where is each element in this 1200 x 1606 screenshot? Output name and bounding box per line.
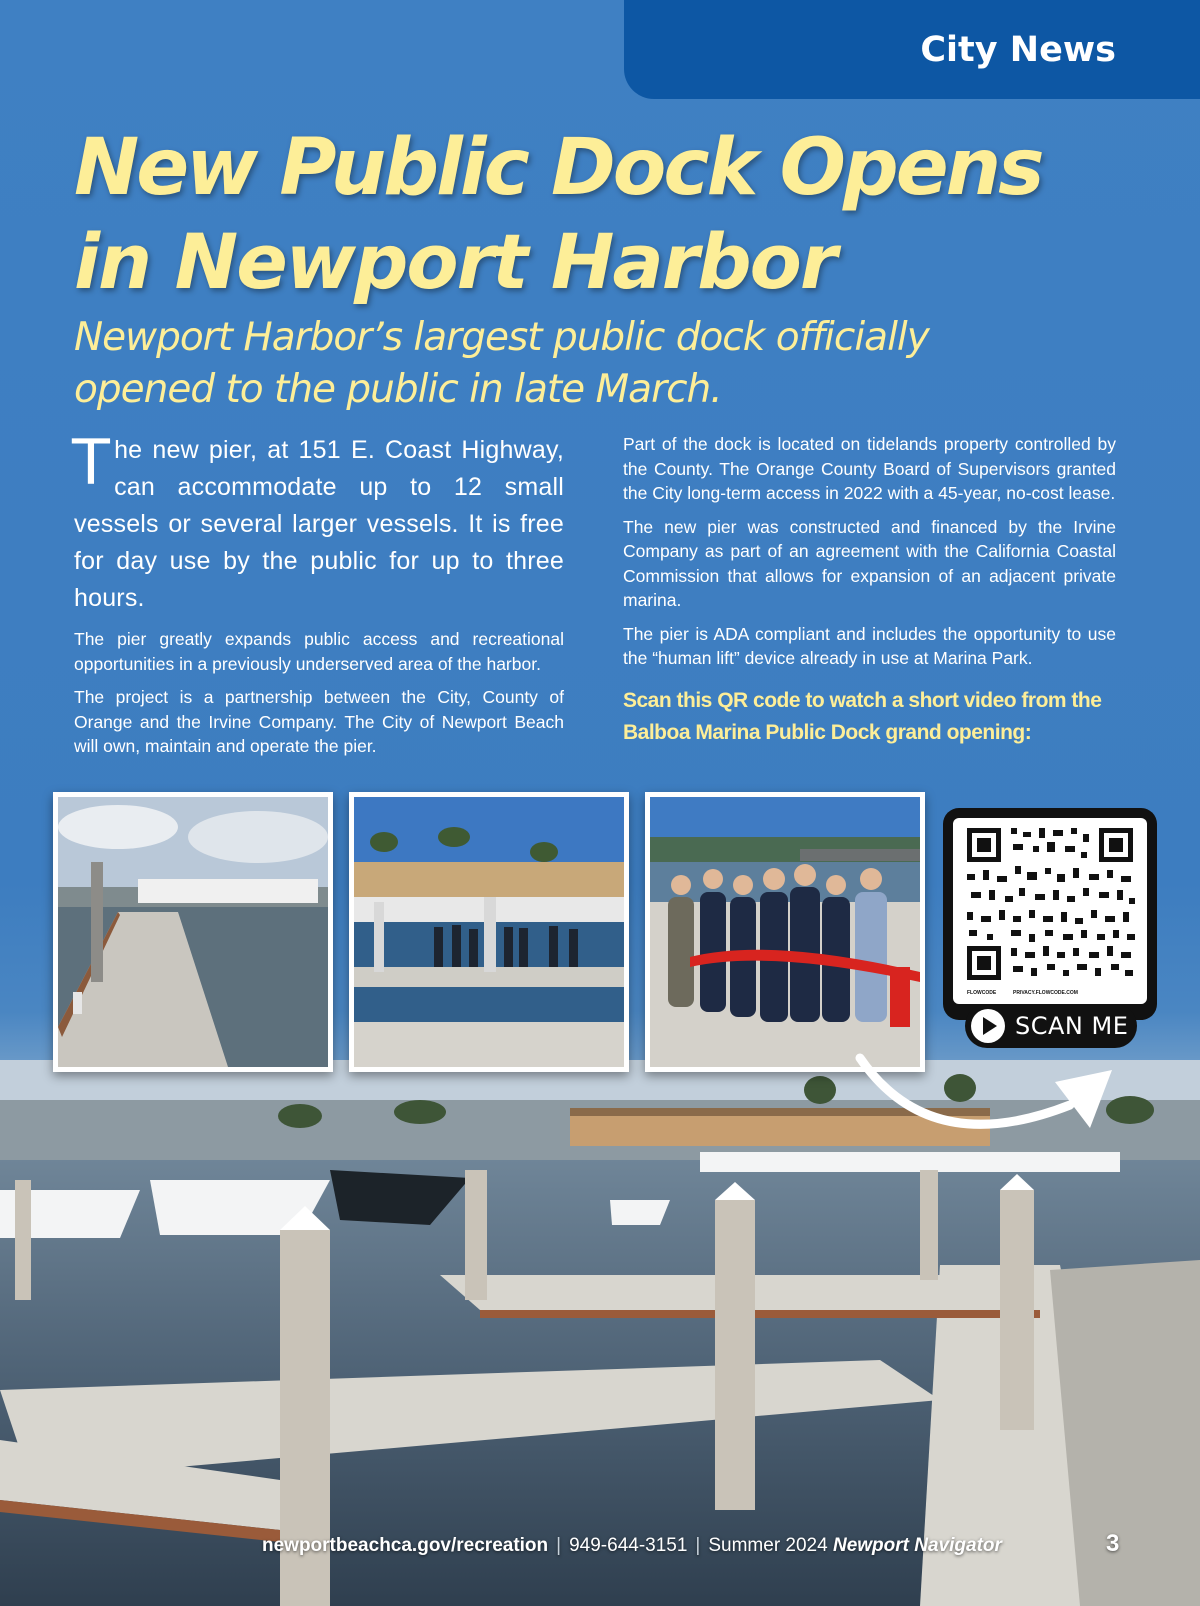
article-paragraph: Part of the dock is located on tidelands property controlled by the County. The Orange County Board of Supervisors granted the City long-term access in 2022 with a 45-year, no-cost lease. [623, 434, 1116, 503]
footer-separator: | [556, 1535, 562, 1556]
article-right-column [623, 432, 1116, 749]
qr-brand-right: PRIVACY.FLOWCODE.COM [1013, 990, 1078, 996]
footer-issue: Summer 2024 [708, 1535, 828, 1556]
article-left-column [72, 426, 564, 768]
qr-code-pattern [953, 818, 1147, 1004]
scan-me-button[interactable] [965, 1004, 1137, 1048]
footer-separator: | [695, 1535, 701, 1556]
page-footer [262, 1535, 1002, 1557]
headline-line-2: in Newport Harbor [74, 217, 836, 306]
article-paragraph: The pier greatly expands public access and recreational opportunities in a previously underserved area of the harbor. [74, 629, 564, 674]
photo-empty-dock [53, 792, 333, 1072]
photo-crowd-on-pier [349, 792, 629, 1072]
article-paragraph: The new pier was constructed and financed by the Irvine Company as part of an agreement with the California Coastal Commission that allows for expansion of an adjacent private marina. [623, 516, 1116, 610]
footer-url[interactable]: newportbeachca.gov/recreation [262, 1535, 549, 1556]
footer-magazine-name: Newport Navigator [832, 1535, 1002, 1556]
curved-arrow-icon [850, 1050, 1130, 1160]
article-paragraph: The pier is ADA compliant and includes the opportunity to use the “human lift” device already in use at Marina Park. [623, 623, 1116, 668]
page-number: 3 [1106, 1530, 1120, 1557]
play-icon [971, 1009, 1005, 1043]
scan-me-label: SCAN ME [1015, 1012, 1129, 1040]
drop-cap: T [72, 426, 111, 499]
headline-line-1: New Public Dock Opens [74, 123, 1042, 213]
qr-code[interactable] [943, 808, 1157, 1040]
section-tab [624, 0, 1200, 99]
qr-brand-left: FLOWCODE [967, 990, 997, 996]
qr-callout: Scan this QR code to watch a short video from the Balboa Marina Public Dock grand opening: [623, 688, 1102, 744]
section-tab-title: City News [920, 30, 1116, 70]
lead-text: he new pier, at 151 E. Coast Highway, can accommodate up to 12 small vessels or several larger vessels. It is free for day use by the public for up to three hours. [74, 436, 564, 612]
subheadline: Newport Harbor’s largest public dock officially opened to the public in late March. [74, 315, 929, 412]
lead-paragraph [72, 426, 564, 617]
footer-phone: 949-644-3151 [569, 1535, 688, 1556]
article-paragraph: The project is a partnership between the City, County of Orange and the Irvine Company. The City of Newport Beach will own, maintain and operate the pier. [74, 687, 564, 756]
photo-ribbon-cutting [645, 792, 925, 1072]
